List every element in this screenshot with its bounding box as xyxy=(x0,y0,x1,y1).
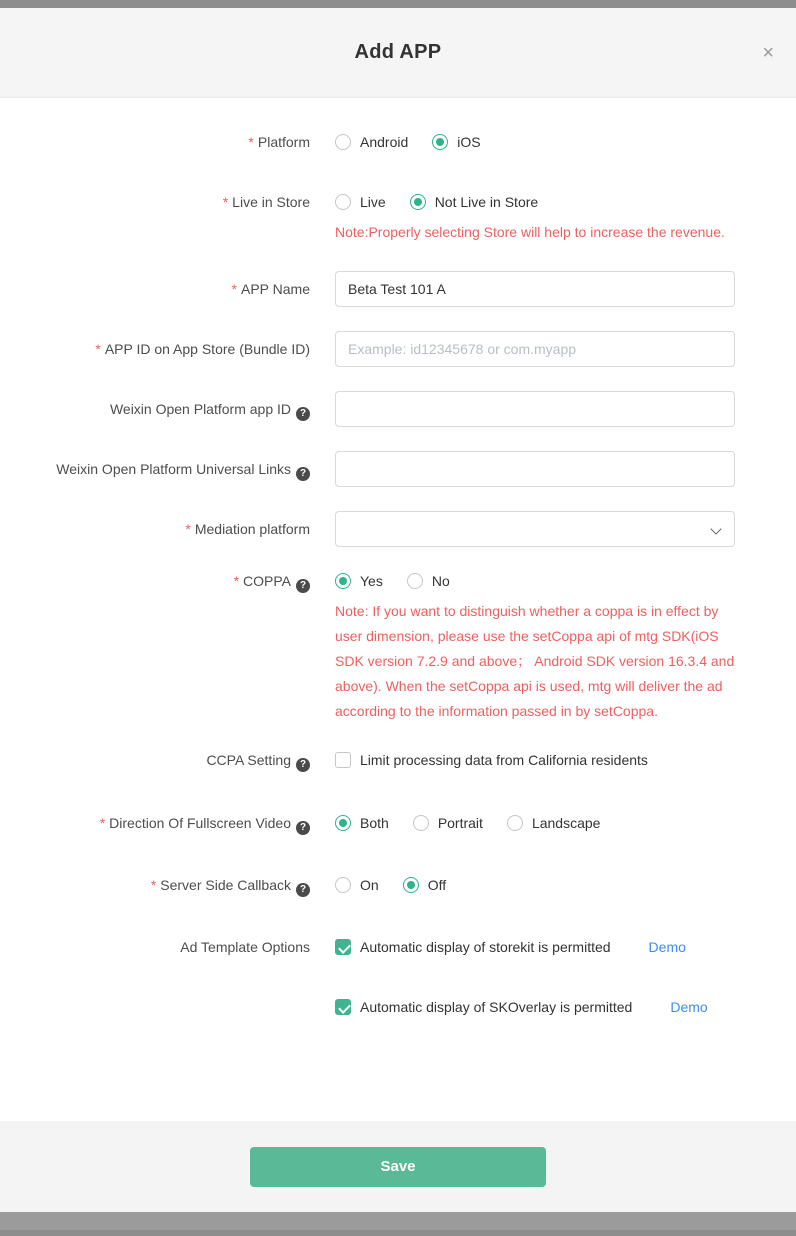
radio-icon xyxy=(407,573,423,589)
modal-body xyxy=(0,98,796,1121)
weixin-app-id-input[interactable] xyxy=(335,391,735,427)
field-label-text: Direction Of Fullscreen Video xyxy=(109,815,291,831)
coppa-label xyxy=(0,571,310,724)
required-marker: * xyxy=(185,521,191,537)
checkbox-icon xyxy=(335,939,351,955)
required-marker: * xyxy=(231,281,237,297)
required-marker: * xyxy=(248,134,254,150)
required-marker: * xyxy=(95,341,101,357)
skoverlay-checkbox[interactable] xyxy=(335,997,632,1017)
weixin-universal-links-input[interactable] xyxy=(335,451,735,487)
form-row-app-name xyxy=(0,271,796,307)
form-row-ad-template xyxy=(0,937,796,1017)
background-page-bottom xyxy=(0,1212,796,1230)
radio-icon xyxy=(403,877,419,893)
form-row-app-id xyxy=(0,331,796,367)
required-marker: * xyxy=(222,194,229,210)
field-label-text: Weixin Open Platform Universal Links xyxy=(56,461,291,477)
checkbox-icon xyxy=(335,999,351,1015)
field-label-text: Server Side Callback xyxy=(160,877,291,893)
direction-radio-landscape[interactable] xyxy=(507,813,601,833)
form-row-server-callback xyxy=(0,875,796,897)
form-row-coppa xyxy=(0,571,796,724)
form-row-platform xyxy=(0,132,796,152)
form-row-direction xyxy=(0,813,796,835)
background-page-top xyxy=(0,0,796,8)
form-row-live-in-store xyxy=(0,192,796,245)
field-label-text: COPPA xyxy=(243,573,291,589)
server-callback-label xyxy=(0,875,310,897)
coppa-note: Note: If you want to distinguish whether a coppa is in effect by user dimension, please use the setCoppa api of mtg SDK(iOS SDK version 7.2.9 and above； Android SDK version 16.3.4 and above). When the setCoppa api is used, mtg will deliver the ad according to the information passed in by setCoppa. xyxy=(335,603,735,719)
radio-label: On xyxy=(360,877,379,893)
live-radio-not-live[interactable] xyxy=(410,192,539,212)
checkbox-label: Limit processing data from California residents xyxy=(360,752,648,768)
form-row-ccpa xyxy=(0,750,796,773)
coppa-radio-no[interactable] xyxy=(407,571,450,591)
field-label-text: APP Name xyxy=(241,281,310,297)
platform-label xyxy=(0,132,310,152)
app-name-label xyxy=(0,271,310,307)
help-icon[interactable]: ? xyxy=(296,758,310,772)
field-label-text: CCPA Setting xyxy=(206,752,291,768)
ccpa-label xyxy=(0,750,310,773)
app-id-input[interactable] xyxy=(335,331,735,367)
radio-icon xyxy=(413,815,429,831)
help-icon[interactable]: ? xyxy=(296,467,310,481)
radio-label: Not Live in Store xyxy=(434,194,539,210)
chevron-down-icon xyxy=(710,523,721,534)
radio-label: Portrait xyxy=(437,815,483,831)
radio-icon xyxy=(507,815,523,831)
direction-radio-portrait[interactable] xyxy=(413,813,483,833)
platform-radio-android[interactable] xyxy=(335,132,408,152)
field-label-text: Weixin Open Platform app ID xyxy=(109,401,291,417)
radio-icon xyxy=(335,573,351,589)
modal-footer xyxy=(0,1121,796,1212)
direction-radio-both[interactable] xyxy=(335,813,389,833)
checkbox-label: Automatic display of storekit is permitted xyxy=(360,939,611,955)
add-app-modal xyxy=(0,8,796,1212)
radio-label: iOS xyxy=(457,134,481,150)
mediation-platform-label xyxy=(0,511,310,547)
live-radio-live[interactable] xyxy=(335,192,386,212)
radio-icon xyxy=(335,194,351,210)
checkbox-icon xyxy=(335,752,351,768)
help-icon[interactable]: ? xyxy=(296,407,310,421)
required-marker: * xyxy=(99,815,106,831)
required-marker: * xyxy=(233,573,240,589)
server-callback-radio-off[interactable] xyxy=(403,875,446,895)
app-name-input[interactable] xyxy=(335,271,735,307)
field-label-text: Platform xyxy=(257,134,310,150)
direction-label xyxy=(0,813,310,835)
live-in-store-note: Note:Properly selecting Store will help to increase the revenue. xyxy=(335,224,725,240)
demo-link-skoverlay[interactable]: Demo xyxy=(670,999,708,1015)
weixin-universal-links-label xyxy=(0,451,310,487)
radio-icon xyxy=(432,134,448,150)
radio-icon xyxy=(335,815,351,831)
ccpa-checkbox[interactable] xyxy=(335,750,648,770)
form-row-mediation-platform xyxy=(0,511,796,547)
radio-label: Android xyxy=(360,134,409,150)
mediation-platform-select[interactable] xyxy=(335,511,735,547)
radio-label: Yes xyxy=(360,573,383,589)
close-icon[interactable]: × xyxy=(762,41,774,64)
radio-label: Live xyxy=(360,194,386,210)
weixin-app-id-label xyxy=(0,391,310,427)
app-id-label xyxy=(0,331,310,367)
radio-icon xyxy=(410,194,426,210)
radio-label: Both xyxy=(360,815,389,831)
storekit-checkbox[interactable] xyxy=(335,937,611,957)
ad-template-item-skoverlay xyxy=(335,997,735,1017)
ad-template-label xyxy=(0,937,310,1017)
field-label-text: Ad Template Options xyxy=(180,939,310,955)
save-button[interactable]: Save xyxy=(250,1147,546,1187)
radio-label: Landscape xyxy=(531,815,601,831)
demo-link-storekit[interactable]: Demo xyxy=(648,939,686,955)
help-icon[interactable]: ? xyxy=(296,821,310,835)
platform-radio-ios[interactable] xyxy=(432,132,480,152)
server-callback-radio-on[interactable] xyxy=(335,875,379,895)
radio-icon xyxy=(335,134,351,150)
required-marker: * xyxy=(150,877,157,893)
live-in-store-label xyxy=(0,192,310,245)
coppa-radio-yes[interactable] xyxy=(335,571,383,591)
modal-title: Add APP xyxy=(354,41,442,63)
help-icon[interactable]: ? xyxy=(296,579,310,593)
ad-template-item-storekit xyxy=(335,937,735,957)
checkbox-label: Automatic display of SKOverlay is permitted xyxy=(360,999,633,1015)
help-icon[interactable]: ? xyxy=(296,883,310,897)
form-row-weixin-app-id xyxy=(0,391,796,427)
field-label-text: Live in Store xyxy=(232,194,310,210)
radio-icon xyxy=(335,877,351,893)
form-row-weixin-universal-links xyxy=(0,451,796,487)
radio-label: No xyxy=(431,573,450,589)
radio-label: Off xyxy=(427,877,447,893)
modal-header xyxy=(0,8,796,98)
field-label-text: APP ID on App Store (Bundle ID) xyxy=(104,341,310,357)
field-label-text: Mediation platform xyxy=(194,521,310,537)
